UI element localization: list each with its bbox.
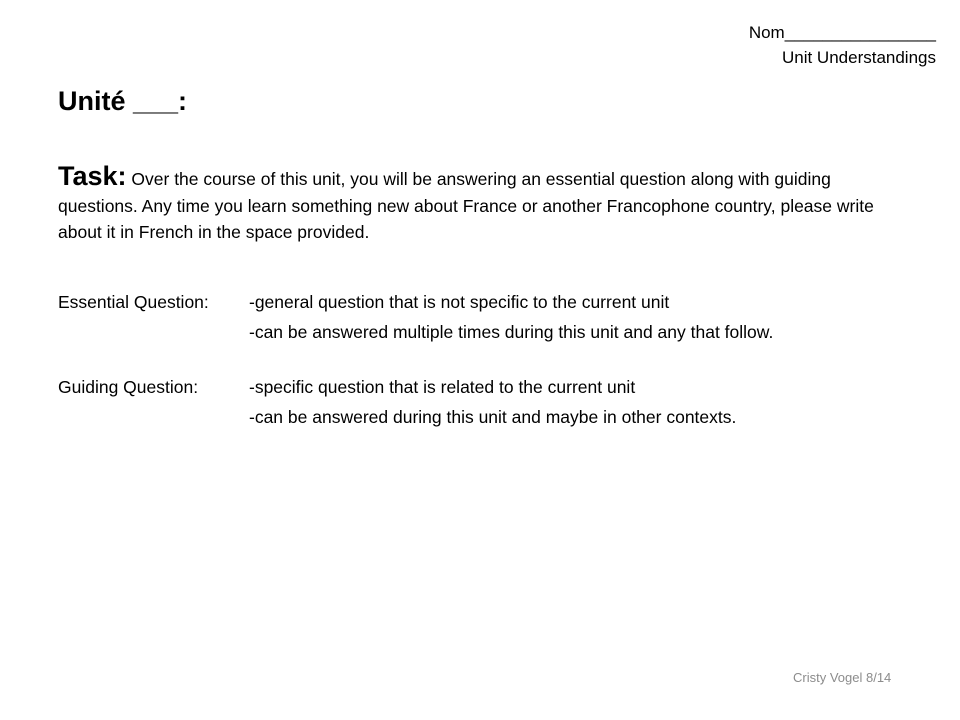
guiding-question-label: Guiding Question: xyxy=(58,377,199,397)
guiding-question-section xyxy=(58,372,736,432)
task-text: Over the course of this unit, you will be answering an essential question along with guiding questions. Any time you learn something new about France or another Francophone country, please write about it in French in the space provided. xyxy=(58,169,874,242)
footer-credit: Cristy Vogel 8/14 xyxy=(793,670,892,685)
essential-question-lines xyxy=(249,287,773,347)
page-title: Unité ___: xyxy=(58,86,188,116)
essential-question-line: -can be answered multiple times during this unit and any that follow. xyxy=(249,322,774,342)
guiding-question-line: -specific question that is related to the current unit xyxy=(249,377,636,397)
task-label: Task: xyxy=(58,161,127,191)
guiding-question-line: -can be answered during this unit and maybe in other contexts. xyxy=(249,407,737,427)
essential-question-label: Essential Question: xyxy=(58,292,209,312)
task-paragraph xyxy=(58,163,878,246)
header-block xyxy=(749,20,936,70)
essential-question-line: -general question that is not specific to the current unit xyxy=(249,292,670,312)
name-line: Nom________________ xyxy=(748,23,936,42)
unit-subtitle: Unit Understandings xyxy=(781,48,936,67)
essential-question-section xyxy=(58,287,773,347)
guiding-question-lines xyxy=(249,372,736,432)
